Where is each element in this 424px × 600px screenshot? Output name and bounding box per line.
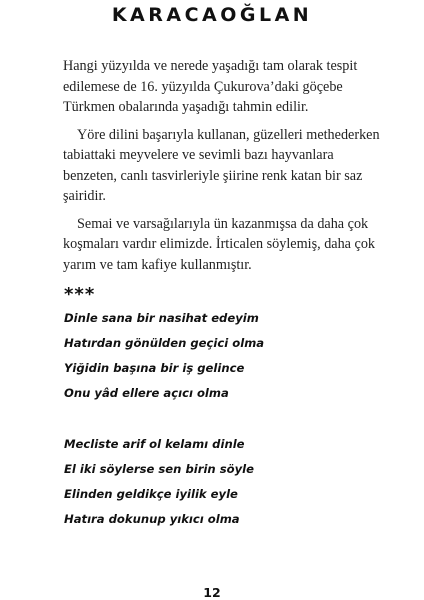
- page-number: 12: [203, 585, 221, 600]
- paragraph: Semai ve varsağılarıyla ün kazanmışsa da daha çok koşmaları vardır elimizde. İrticalen söylemiş, daha çok yarım ve tam kafiye kullanmıştır.: [63, 215, 376, 273]
- poem-line: Hatırdan gönülden geçici olma: [64, 336, 265, 350]
- paragraph: Yöre dilini başarıyla kullanan, güzelleri methederken tabiattaki meyvelere ve sevimli bazı hayvanlara benzeten, canlı tasvirleriyle şiirine renk katan bir saz şairidir.: [63, 126, 380, 204]
- poem-line: El iki söylerse sen birin söyle: [64, 462, 254, 476]
- poem-line: Onu yâd ellere açıcı olma: [64, 386, 229, 400]
- stanza-gap: [64, 410, 364, 436]
- poem-line: Hatıra dokunup yıkıcı olma: [64, 512, 240, 526]
- poem-line: Elinden geldikçe iyilik eyle: [64, 487, 238, 501]
- body-text: [63, 56, 385, 282]
- poem-line: Yiğidin başına bir iş gelince: [64, 361, 245, 375]
- page-title: KARACAOĞLAN: [111, 4, 313, 26]
- poem: [64, 284, 364, 536]
- poem-line: Dinle sana bir nasihat edeyim: [64, 311, 259, 325]
- section-separator: ***: [64, 284, 96, 305]
- paragraph: Hangi yüzyılda ve nerede yaşadığı tam olarak tespit edilemese de 16. yüzyılda Çukurova’daki göçebe Türkmen obalarında yaşadığı tahmin edilir.: [63, 58, 358, 115]
- poem-line: Mecliste arif ol kelamı dinle: [64, 437, 245, 451]
